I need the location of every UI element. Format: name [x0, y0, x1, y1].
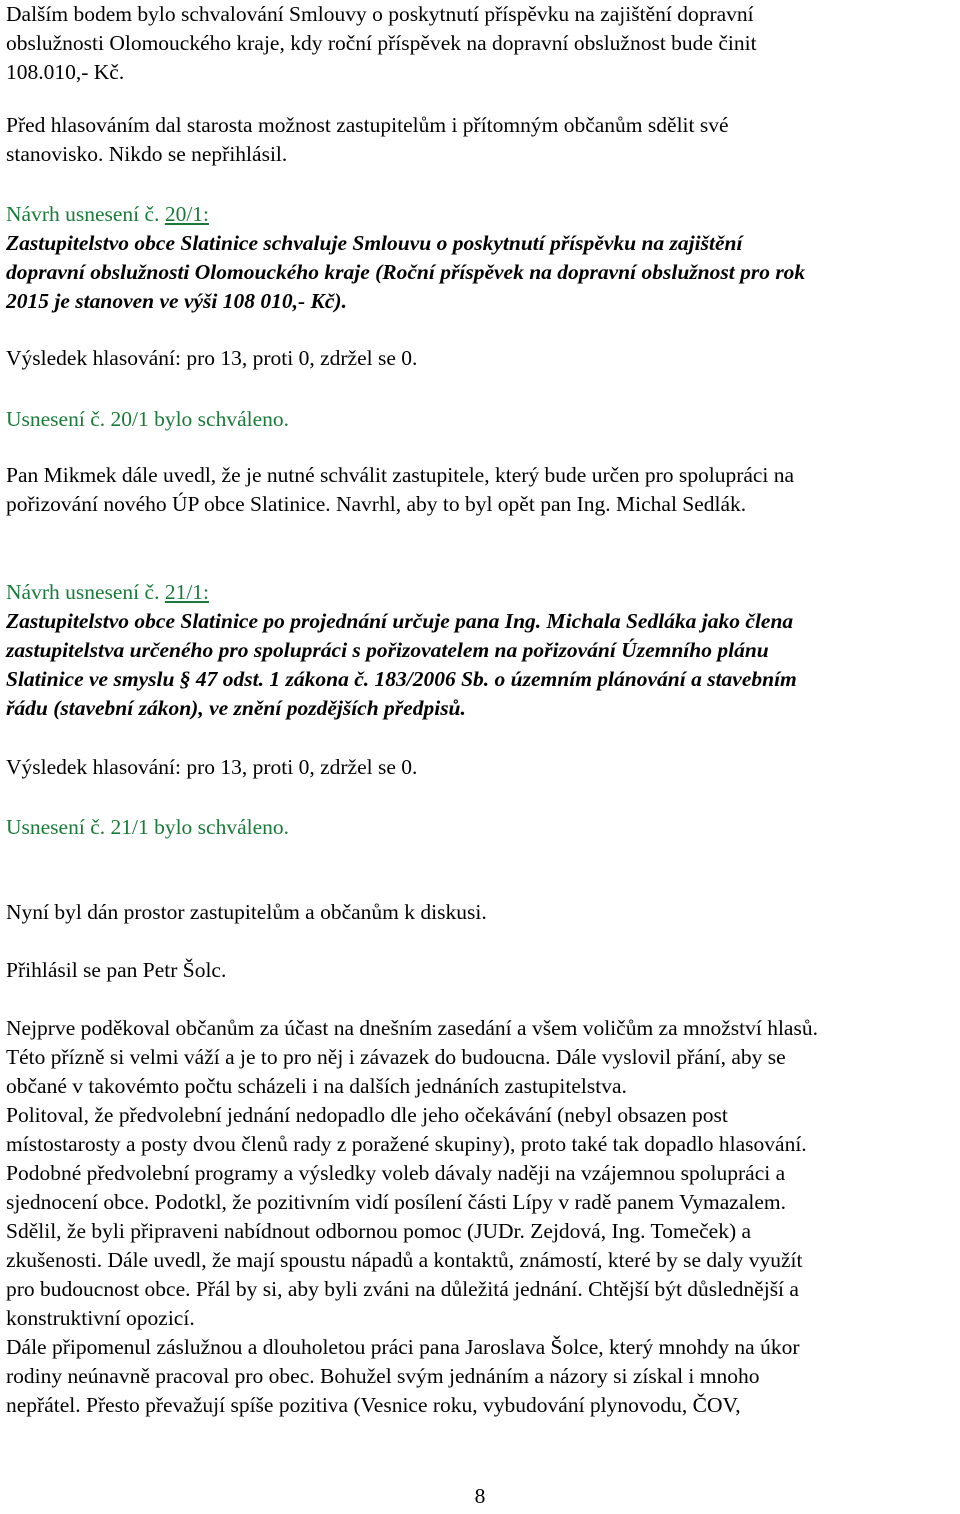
text-line: obslužnosti Olomouckého kraje, kdy roční příspěvek na dopravní obslužnost bude činit: [6, 31, 757, 55]
resolution-approved-20: Usnesení č. 20/1 bylo schváleno.: [6, 407, 290, 431]
resolution-heading-prefix: Návrh usnesení č.: [6, 202, 165, 226]
resolution-text-line: Slatinice ve smyslu § 47 odst. 1 zákona č. 183/2006 Sb. o územním plánování a stavebním: [6, 667, 797, 691]
vote-result-20: Výsledek hlasování: pro 13, proti 0, zdržel se 0.: [6, 346, 418, 370]
text-line: Nejprve poděkoval občanům za účast na dnešním zasedání a všem voličům za množství hlasů.: [6, 1016, 818, 1040]
resolution-heading: [6, 200, 956, 229]
text-line: zkušenosti. Dále uvedl, že mají spoustu nápadů a kontaktů, známostí, které by se daly využít: [6, 1248, 803, 1272]
text-line: pro budoucnost obce. Přál by si, aby byli zváni na důležitá jednání. Chtější být důslednější a: [6, 1277, 799, 1301]
resolution-text-line: zastupitelstva určeného pro spolupráci s pořizovatelem na pořizování Územního plánu: [6, 638, 769, 662]
resolution-text-line: 2015 je stanoven ve výši 108 010,- Kč).: [6, 289, 347, 313]
text-line: Politoval, že předvolební jednání nedopadlo dle jeho očekávání (nebyl obsazen post: [6, 1103, 728, 1127]
vote-result-21: Výsledek hlasování: pro 13, proti 0, zdržel se 0.: [6, 755, 418, 779]
text-line: Před hlasováním dal starosta možnost zastupitelům i přítomným občanům sdělit své: [6, 113, 729, 137]
resolution-text-line: dopravní obslužnosti Olomouckého kraje (Roční příspěvek na dopravní obslužnost pro rok: [6, 260, 806, 284]
text-line: občané v takovémto počtu scházeli i na dalších jednáních zastupitelstva.: [6, 1074, 627, 1098]
paragraph-contract-approval: [6, 0, 956, 87]
resolution-text-line: Zastupitelstvo obce Slatinice schvaluje Smlouvu o poskytnutí příspěvku na zajištění: [6, 231, 743, 255]
resolution-21-block: [6, 578, 956, 723]
resolution-text-line: řádu (stavební zákon), ve znění pozdějších předpisů.: [6, 696, 466, 720]
text-line: nepřátel. Přesto převažují spíše pozitiva (Vesnice roku, vybudování plynovodu, ČOV,: [6, 1393, 741, 1417]
text-line: Dále připomenul záslužnou a dlouholetou práci pana Jaroslava Šolce, který mnohdy na úkor: [6, 1335, 800, 1359]
resolution-heading: [6, 578, 956, 607]
paragraph-before-vote: [6, 111, 956, 169]
text-line: stanovisko. Nikdo se nepřihlásil.: [6, 142, 288, 166]
text-line: Pan Mikmek dále uvedl, že je nutné schválit zastupitele, který bude určen pro spolupráci na: [6, 463, 795, 487]
resolution-20-block: [6, 200, 956, 316]
text-line: místostarosty a posty dvou členů rady z poražené skupiny), proto také tak dopadlo hlasování.: [6, 1132, 807, 1156]
speaker-line: Přihlásil se pan Petr Šolc.: [6, 958, 227, 982]
resolution-approved-21: Usnesení č. 21/1 bylo schváleno.: [6, 815, 290, 839]
text-line: Podobné předvolební programy a výsledky voleb dávaly naději na vzájemnou spolupráci a: [6, 1161, 786, 1185]
text-line: Této přízně si velmi váží a je to pro něj i závazek do budoucna. Dále vyslovil přání, aby se: [6, 1045, 786, 1069]
text-line: konstruktivní opozicí.: [6, 1306, 195, 1330]
discussion-intro: Nyní byl dán prostor zastupitelům a občanům k diskusi.: [6, 900, 487, 924]
text-line: Dalším bodem bylo schvalování Smlouvy o poskytnutí příspěvku na zajištění dopravní: [6, 2, 754, 26]
speech-block: [6, 1014, 956, 1420]
text-line: Sdělil, že byli připraveni nabídnout odbornou pomoc (JUDr. Zejdová, Ing. Tomeček) a: [6, 1219, 752, 1243]
text-line: 108.010,- Kč.: [6, 60, 125, 84]
text-line: rodiny neúnavně pracoval pro obec. Bohužel svým jednáním a názory si získal i mnoho: [6, 1364, 760, 1388]
resolution-heading-number: 20/1:: [164, 202, 210, 226]
page-number: 8: [474, 1484, 486, 1508]
text-line: pořizování nového ÚP obce Slatinice. Navrhl, aby to byl opět pan Ing. Michal Sedlák.: [6, 492, 747, 516]
resolution-heading-number: 21/1:: [164, 580, 210, 604]
resolution-text-line: Zastupitelstvo obce Slatinice po projednání určuje pana Ing. Michala Sedláka jako člena: [6, 609, 794, 633]
text-line: sjednocení obce. Podotkl, že pozitivním vidí posílení části Lípy v radě panem Vymazalem.: [6, 1190, 786, 1214]
resolution-heading-prefix: Návrh usnesení č.: [6, 580, 165, 604]
paragraph-mikmek: [6, 461, 956, 519]
